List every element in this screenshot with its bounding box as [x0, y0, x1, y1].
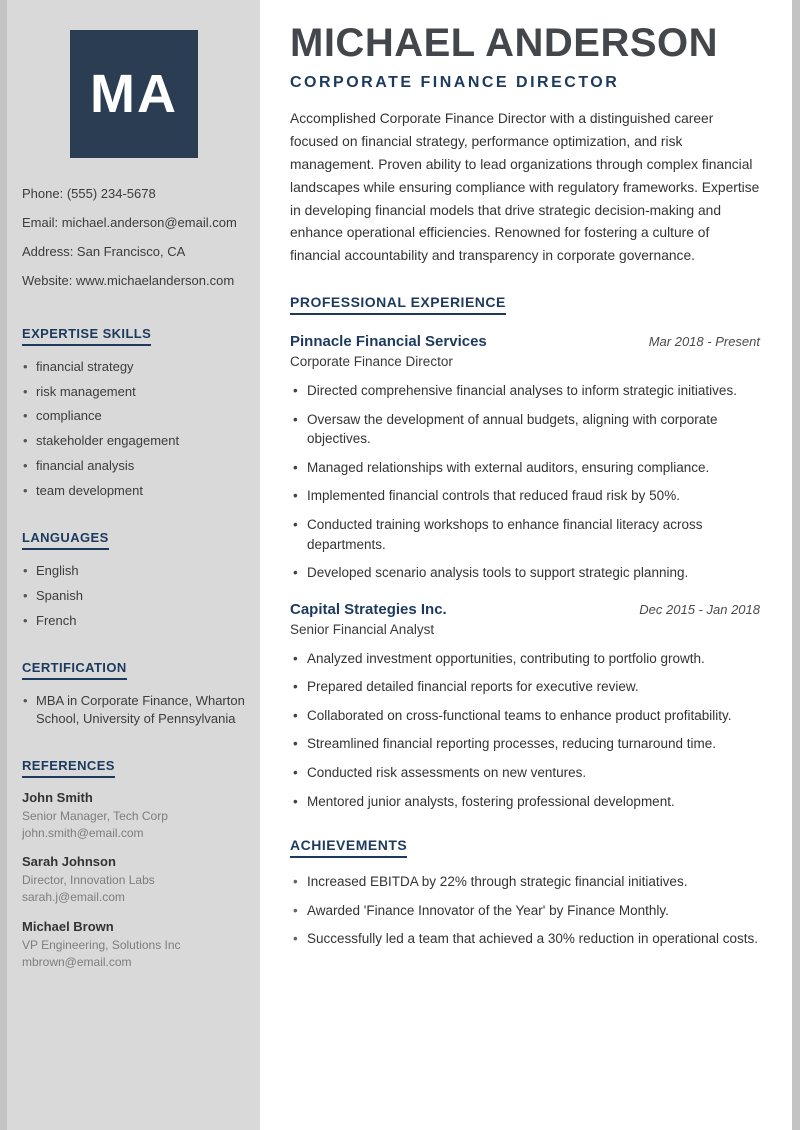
- contact-email: Email: michael.anderson@email.com: [22, 214, 237, 230]
- achievement-item: • Successfully led a team that achieved a 30% reduction in operational costs.: [290, 929, 760, 949]
- skill-item: • stakeholder engagement: [22, 432, 246, 450]
- certification-list: [22, 692, 246, 728]
- reference-role: Senior Manager, Tech Corp: [22, 808, 168, 823]
- skill-item: • compliance: [22, 407, 246, 425]
- page-left-edge: [0, 0, 7, 1130]
- language-item: • English: [22, 562, 246, 580]
- expertise-section: [22, 326, 246, 501]
- skill-item: • financial analysis: [22, 457, 246, 475]
- language-item: • Spanish: [22, 587, 246, 605]
- languages-heading: LANGUAGES: [22, 530, 109, 550]
- achievement-item: • Increased EBITDA by 22% through strategic financial initiatives.: [290, 872, 760, 892]
- job-bullet: • Implemented financial controls that reduced fraud risk by 50%.: [290, 486, 760, 506]
- candidate-name: MICHAEL ANDERSON: [290, 21, 719, 65]
- reference-role: VP Engineering, Solutions Inc: [22, 938, 181, 953]
- job-header: [290, 601, 760, 618]
- job-bullet: • Collaborated on cross-functional teams to enhance product profitability.: [290, 706, 760, 726]
- reference-entry: [22, 919, 246, 971]
- job-bullet: • Oversaw the development of annual budgets, aligning with corporate objectives.: [290, 410, 760, 449]
- job-role: Senior Financial Analyst: [290, 621, 435, 637]
- reference-name: Sarah Johnson: [22, 854, 116, 870]
- job-bullet: • Developed scenario analysis tools to support strategic planning.: [290, 563, 760, 583]
- contact-address: Address: San Francisco, CA: [22, 243, 186, 259]
- job-bullet: • Directed comprehensive financial analyses to inform strategic initiatives.: [290, 381, 760, 401]
- sidebar: [7, 0, 260, 1130]
- avatar-initials: MA: [90, 64, 178, 124]
- certification-item: • MBA in Corporate Finance, Wharton School, University of Pennsylvania: [22, 692, 246, 728]
- certification-section: [22, 660, 246, 728]
- reference-name: Michael Brown: [22, 919, 114, 935]
- job-bullet-list: [290, 649, 760, 811]
- expertise-list: [22, 358, 246, 501]
- job-bullet: • Analyzed investment opportunities, contributing to portfolio growth.: [290, 649, 760, 669]
- expertise-heading: EXPERTISE SKILLS: [22, 326, 151, 346]
- candidate-title: CORPORATE FINANCE DIRECTOR: [290, 74, 620, 91]
- references-section: [22, 758, 246, 971]
- languages-list: [22, 562, 246, 630]
- achievement-item: • Awarded 'Finance Innovator of the Year' by Finance Monthly.: [290, 901, 760, 921]
- certification-heading: CERTIFICATION: [22, 660, 127, 680]
- job-bullet: • Streamlined financial reporting processes, reducing turnaround time.: [290, 734, 760, 754]
- job-dates: Mar 2018 - Present: [648, 334, 760, 350]
- job-company: Capital Strategies Inc.: [290, 600, 447, 618]
- language-item: • French: [22, 612, 246, 630]
- achievements-heading: ACHIEVEMENTS: [290, 837, 407, 858]
- contact-website: Website: www.michaelanderson.com: [22, 272, 235, 288]
- achievements-section: [290, 837, 760, 949]
- contact-phone: Phone: (555) 234-5678: [22, 186, 156, 201]
- experience-section: [290, 294, 760, 811]
- reference-email: sarah.j@email.com: [22, 890, 125, 905]
- job-entry: [290, 333, 760, 583]
- reference-email: mbrown@email.com: [22, 954, 132, 969]
- achievements-list: [290, 872, 760, 949]
- reference-entry: [22, 790, 246, 842]
- reference-role: Director, Innovation Labs: [22, 873, 155, 888]
- job-bullet: • Prepared detailed financial reports for executive review.: [290, 677, 760, 697]
- job-bullet: • Conducted training workshops to enhance financial literacy across departments.: [290, 515, 760, 554]
- page-right-edge: [792, 0, 800, 1130]
- job-dates: Dec 2015 - Jan 2018: [639, 601, 760, 617]
- job-bullet: • Managed relationships with external auditors, ensuring compliance.: [290, 458, 760, 478]
- reference-email: john.smith@email.com: [22, 825, 144, 840]
- skill-item: • risk management: [22, 383, 246, 401]
- job-role: Corporate Finance Director: [290, 354, 453, 370]
- reference-name: John Smith: [22, 789, 93, 805]
- job-bullet: • Mentored junior analysts, fostering professional development.: [290, 792, 760, 812]
- job-header: [290, 333, 760, 350]
- reference-entry: [22, 854, 246, 906]
- skill-item: • financial strategy: [22, 358, 246, 376]
- contact-info: [22, 180, 246, 296]
- avatar: [70, 30, 198, 158]
- job-company: Pinnacle Financial Services: [290, 333, 487, 351]
- job-entry: [290, 601, 760, 811]
- skill-item: • team development: [22, 482, 246, 500]
- summary-paragraph: Accomplished Corporate Finance Director with a distinguished career focused on financial strategy, performance optimization, and risk management. Proven ability to lead organizations through complex financial landscapes while ensuring compliance with regulatory frameworks. Expertise in developing financial models that drive strategic decision-making and enhance operational efficiencies. Renowned for fostering a culture of financial accountability and transparency in corporate governance.: [290, 111, 760, 264]
- job-bullet-list: [290, 381, 760, 583]
- job-bullet: • Conducted risk assessments on new ventures.: [290, 763, 760, 783]
- languages-section: [22, 530, 246, 630]
- experience-heading: PROFESSIONAL EXPERIENCE: [290, 294, 506, 315]
- main-content: [260, 0, 792, 1130]
- references-heading: REFERENCES: [22, 758, 115, 778]
